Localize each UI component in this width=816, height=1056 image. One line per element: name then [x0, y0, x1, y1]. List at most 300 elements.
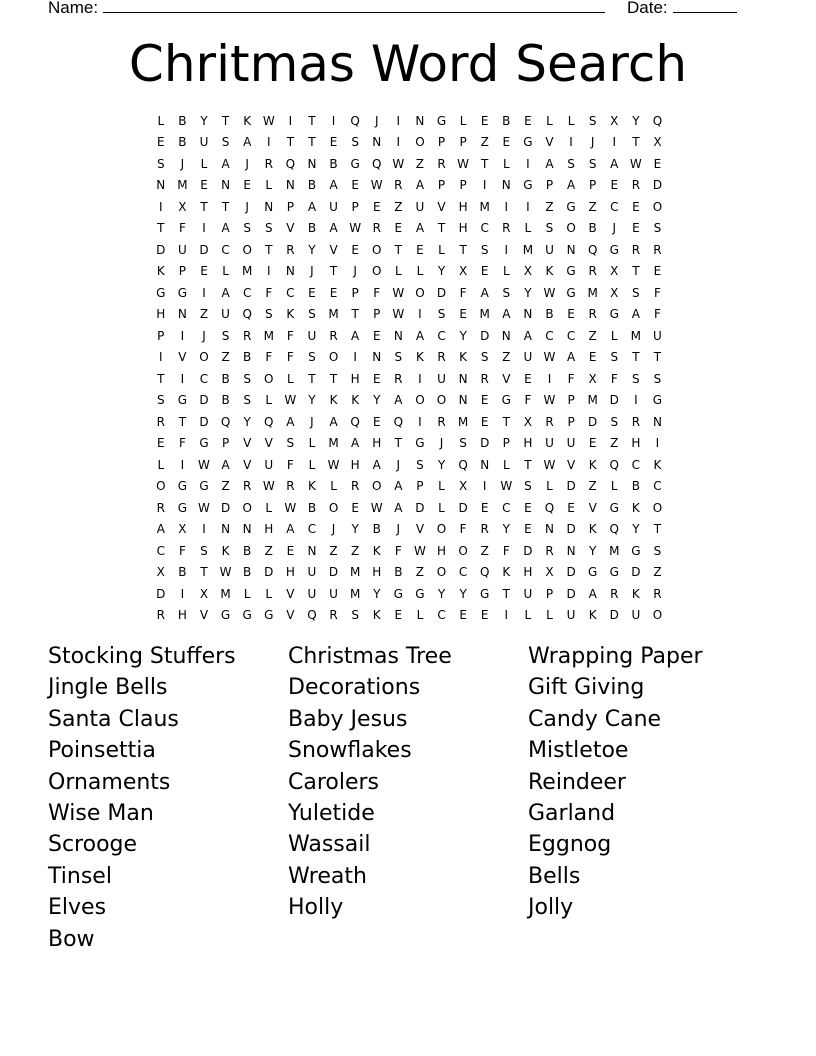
grid-letter: K — [588, 457, 597, 472]
grid-letter: Q — [587, 242, 598, 257]
grid-letter: D — [199, 393, 209, 408]
grid-letter: L — [546, 479, 553, 494]
grid-letter: R — [545, 543, 554, 558]
grid-letter: A — [351, 436, 360, 451]
grid-letter: T — [502, 586, 510, 601]
grid-letter: Y — [373, 586, 381, 601]
grid-letter: L — [265, 178, 273, 193]
grid-letter: W — [543, 285, 556, 300]
grid-letter: Y — [459, 586, 467, 601]
grid-letter: M — [241, 264, 253, 279]
grid-letter: T — [265, 242, 273, 257]
grid-letter: A — [415, 178, 425, 193]
grid-letter: R — [502, 221, 511, 236]
grid-letter: V — [329, 242, 338, 257]
grid-letter: V — [286, 586, 295, 601]
grid-letter: V — [286, 221, 295, 236]
grid-letter: J — [245, 199, 249, 214]
grid-letter: B — [178, 113, 187, 128]
grid-letter: N — [480, 457, 490, 472]
word-list-item: Tinsel — [48, 863, 112, 889]
grid-letter: Q — [609, 457, 619, 472]
grid-letter: U — [437, 371, 446, 386]
word-list-item: Holly — [288, 895, 344, 921]
grid-letter: I — [202, 221, 206, 236]
grid-letter: I — [482, 178, 487, 193]
grid-letter: N — [372, 350, 382, 365]
grid-letter: O — [328, 500, 339, 515]
grid-letter: V — [566, 457, 576, 472]
grid-row — [150, 583, 670, 605]
grid-letter: W — [413, 543, 426, 558]
grid-letter: I — [353, 350, 357, 365]
word-list-item: Wreath — [288, 863, 367, 889]
grid-letter: X — [653, 135, 662, 150]
grid-letter: T — [632, 350, 640, 365]
word-list-item: Garland — [528, 800, 616, 826]
grid-letter: W — [198, 500, 210, 515]
grid-letter: Q — [285, 156, 296, 171]
grid-letter: L — [265, 393, 273, 408]
grid-letter: G — [631, 543, 641, 558]
grid-letter: V — [286, 608, 295, 623]
grid-letter: E — [567, 307, 575, 322]
date-field[interactable] — [627, 0, 737, 19]
grid-letter: E — [372, 371, 381, 386]
grid-letter: W — [457, 156, 470, 171]
grid-letter: E — [372, 328, 381, 343]
grid-letter: E — [200, 178, 208, 193]
grid-letter: X — [588, 371, 597, 386]
grid-letter: U — [221, 307, 230, 322]
grid-letter: C — [307, 522, 317, 537]
grid-letter: O — [372, 242, 382, 257]
grid-letter: S — [308, 350, 316, 365]
word-list-item: Candy Cane — [528, 706, 662, 732]
grid-letter: R — [372, 221, 381, 236]
grid-letter: R — [631, 414, 641, 429]
grid-letter: E — [372, 199, 381, 214]
grid-letter: S — [524, 479, 532, 494]
name-blank-line[interactable] — [103, 0, 605, 13]
grid-letter: R — [653, 586, 662, 601]
grid-letter: W — [198, 457, 210, 472]
grid-row — [150, 368, 670, 390]
grid-letter: Z — [221, 350, 230, 365]
grid-letter: A — [523, 328, 532, 343]
grid-letter: R — [437, 156, 446, 171]
grid-letter: C — [286, 285, 295, 300]
grid-letter: Y — [437, 457, 446, 472]
grid-letter: H — [437, 543, 447, 558]
grid-letter: I — [180, 328, 185, 343]
grid-letter: O — [328, 350, 339, 365]
grid-letter: L — [330, 479, 337, 494]
grid-letter: S — [502, 285, 511, 300]
grid-letter: T — [286, 135, 295, 150]
grid-letter: S — [394, 350, 403, 365]
grid-letter: O — [652, 500, 663, 515]
grid-letter: X — [178, 522, 187, 537]
grid-row — [150, 347, 670, 369]
grid-letter: X — [610, 264, 619, 279]
grid-letter: F — [502, 543, 510, 558]
grid-letter: S — [221, 328, 230, 343]
grid-letter: A — [394, 500, 403, 515]
grid-row — [150, 454, 670, 476]
grid-letter: A — [307, 199, 317, 214]
grid-letter: L — [222, 264, 229, 279]
grid-letter: M — [328, 436, 339, 451]
grid-row — [150, 110, 670, 132]
grid-letter: E — [308, 285, 316, 300]
grid-letter: I — [396, 113, 401, 128]
grid-letter: M — [349, 565, 361, 580]
grid-letter: R — [588, 264, 597, 279]
grid-letter: S — [632, 285, 640, 300]
grid-letter: R — [156, 500, 165, 515]
grid-letter: S — [437, 307, 446, 322]
grid-letter: A — [329, 414, 338, 429]
grid-letter: O — [436, 565, 447, 580]
name-field[interactable] — [48, 0, 605, 19]
grid-letter: X — [610, 113, 619, 128]
grid-letter: U — [523, 586, 533, 601]
name-label: Name: — [48, 0, 99, 17]
grid-letter: W — [370, 500, 383, 515]
grid-letter: A — [545, 156, 554, 171]
grid-letter: P — [545, 586, 554, 601]
grid-letter: R — [394, 371, 403, 386]
grid-letter: W — [262, 113, 275, 128]
grid-letter: D — [652, 178, 663, 193]
word-list-item: Snowflakes — [288, 738, 412, 764]
grid-letter: S — [243, 221, 251, 236]
grid-letter: K — [631, 500, 640, 515]
grid-letter: B — [545, 307, 554, 322]
grid-letter: N — [458, 393, 468, 408]
grid-letter: I — [418, 414, 422, 429]
grid-letter: I — [526, 199, 530, 214]
grid-letter: R — [437, 350, 446, 365]
grid-letter: X — [156, 565, 165, 580]
grid-letter: B — [221, 393, 230, 408]
grid-letter: H — [177, 608, 187, 623]
grid-letter: I — [159, 350, 163, 365]
grid-letter: S — [588, 113, 597, 128]
grid-letter: O — [264, 371, 274, 386]
grid-letter: Y — [437, 586, 446, 601]
grid-letter: X — [458, 264, 468, 279]
grid-letter: A — [415, 328, 425, 343]
grid-letter: V — [178, 350, 187, 365]
grid-letter: E — [480, 414, 489, 429]
grid-letter: F — [178, 543, 186, 558]
grid-letter: R — [480, 522, 489, 537]
grid-letter: Z — [264, 543, 273, 558]
word-list-item: Carolers — [288, 769, 380, 795]
grid-letter: B — [307, 500, 317, 515]
grid-letter: S — [610, 350, 619, 365]
grid-letter: K — [545, 264, 554, 279]
grid-letter: C — [631, 457, 641, 472]
grid-letter: I — [504, 199, 509, 214]
grid-letter: S — [200, 543, 208, 558]
letter-grid — [150, 110, 670, 626]
grid-letter: V — [502, 371, 511, 386]
grid-letter: P — [589, 178, 597, 193]
grid-letter: N — [307, 156, 317, 171]
grid-letter: E — [157, 436, 165, 451]
grid-letter: T — [221, 113, 230, 128]
grid-letter: A — [351, 328, 360, 343]
grid-letter: D — [436, 285, 447, 300]
grid-row — [150, 519, 670, 541]
grid-letter: H — [523, 565, 533, 580]
grid-letter: L — [416, 264, 424, 279]
grid-letter: D — [156, 586, 166, 601]
grid-letter: S — [156, 156, 165, 171]
grid-letter: L — [438, 479, 445, 494]
grid-row — [150, 605, 670, 627]
grid-letter: Q — [393, 414, 404, 429]
grid-letter: W — [629, 156, 642, 171]
grid-letter: G — [566, 264, 576, 279]
grid-letter: P — [567, 393, 575, 408]
grid-letter: N — [285, 264, 295, 279]
grid-letter: R — [286, 242, 295, 257]
grid-letter: Y — [632, 522, 640, 537]
grid-letter: B — [178, 565, 187, 580]
grid-letter: N — [307, 543, 317, 558]
grid-letter: P — [351, 199, 359, 214]
grid-letter: S — [653, 543, 662, 558]
word-list-item: Gift Giving — [528, 675, 645, 701]
grid-letter: V — [588, 500, 597, 515]
grid-letter: Q — [307, 608, 317, 623]
grid-letter: J — [310, 414, 314, 429]
grid-letter: I — [288, 113, 293, 128]
grid-letter: L — [567, 113, 575, 128]
grid-row — [150, 218, 670, 240]
grid-letter: E — [653, 156, 662, 171]
grid-letter: P — [545, 178, 554, 193]
grid-letter: C — [653, 479, 662, 494]
grid-letter: P — [459, 178, 467, 193]
grid-letter: Z — [480, 543, 489, 558]
grid-letter: U — [545, 242, 554, 257]
grid-letter: R — [329, 328, 338, 343]
grid-letter: Z — [415, 565, 425, 580]
grid-letter: E — [480, 264, 489, 279]
grid-letter: D — [480, 436, 490, 451]
grid-letter: H — [523, 436, 533, 451]
grid-letter: L — [308, 457, 316, 472]
grid-letter: G — [652, 393, 663, 408]
grid-letter: D — [156, 242, 166, 257]
grid-letter: P — [437, 178, 446, 193]
grid-letter: G — [350, 156, 360, 171]
grid-letter: Q — [372, 156, 382, 171]
grid-letter: I — [418, 371, 422, 386]
grid-letter: S — [567, 156, 575, 171]
grid-letter: E — [567, 500, 575, 515]
grid-letter: P — [178, 264, 187, 279]
grid-letter: N — [264, 199, 274, 214]
grid-letter: I — [159, 199, 163, 214]
grid-letter: D — [566, 586, 576, 601]
grid-row — [150, 433, 670, 455]
grid-letter: Z — [588, 328, 597, 343]
grid-letter: I — [202, 285, 206, 300]
grid-letter: E — [459, 608, 467, 623]
grid-letter: V — [199, 608, 209, 623]
grid-letter: F — [654, 307, 661, 322]
grid-letter: G — [480, 586, 490, 601]
grid-letter: J — [396, 522, 401, 537]
grid-letter: S — [416, 457, 424, 472]
grid-letter: X — [458, 479, 468, 494]
grid-letter: D — [523, 543, 533, 558]
grid-letter: E — [480, 500, 489, 515]
grid-letter: B — [307, 221, 317, 236]
grid-row — [150, 540, 670, 562]
grid-letter: C — [221, 242, 230, 257]
grid-letter: P — [567, 414, 575, 429]
grid-letter: B — [502, 113, 511, 128]
grid-letter: E — [351, 242, 359, 257]
grid-letter: I — [634, 393, 638, 408]
grid-letter: V — [545, 135, 554, 150]
grid-letter: B — [243, 565, 252, 580]
grid-letter: H — [458, 221, 468, 236]
grid-letter: S — [308, 307, 316, 322]
grid-letter: G — [199, 436, 209, 451]
grid-letter: I — [418, 307, 422, 322]
grid-letter: M — [177, 178, 188, 193]
grid-letter: K — [415, 350, 424, 365]
grid-letter: B — [372, 522, 381, 537]
grid-letter: L — [546, 113, 553, 128]
grid-letter: D — [480, 328, 490, 343]
grid-letter: T — [481, 156, 489, 171]
grid-letter: K — [329, 393, 338, 408]
grid-letter: A — [329, 221, 338, 236]
grid-letter: N — [458, 371, 468, 386]
grid-letter: W — [219, 565, 232, 580]
word-list-item: Jolly — [528, 895, 574, 921]
grid-letter: H — [458, 199, 468, 214]
grid-letter: U — [631, 608, 641, 623]
grid-letter: L — [157, 457, 165, 472]
grid-letter: C — [437, 608, 446, 623]
grid-letter: L — [438, 500, 445, 515]
grid-letter: S — [351, 608, 359, 623]
grid-letter: L — [243, 586, 251, 601]
grid-letter: X — [545, 565, 554, 580]
grid-letter: A — [566, 178, 576, 193]
word-list-item: Bells — [528, 863, 581, 889]
grid-letter: N — [177, 307, 187, 322]
grid-letter: I — [180, 371, 185, 386]
grid-letter: G — [609, 565, 619, 580]
grid-letter: L — [502, 264, 510, 279]
grid-letter: M — [328, 307, 339, 322]
grid-letter: R — [610, 586, 619, 601]
grid-row — [150, 304, 670, 326]
grid-letter: P — [221, 436, 230, 451]
grid-letter: S — [243, 393, 251, 408]
grid-letter: F — [286, 350, 294, 365]
grid-letter: L — [265, 500, 273, 515]
grid-letter: E — [524, 371, 532, 386]
grid-letter: A — [221, 156, 230, 171]
grid-row — [150, 196, 670, 218]
grid-letter: Y — [373, 393, 381, 408]
grid-letter: A — [415, 221, 425, 236]
grid-letter: L — [459, 113, 467, 128]
grid-letter: G — [523, 135, 533, 150]
grid-letter: I — [547, 371, 552, 386]
grid-letter: T — [221, 199, 230, 214]
grid-row — [150, 153, 670, 175]
grid-letter: Z — [329, 543, 338, 558]
grid-letter: G — [566, 199, 576, 214]
grid-letter: Z — [545, 199, 554, 214]
grid-letter: H — [372, 436, 382, 451]
grid-row — [150, 282, 670, 304]
grid-letter: F — [178, 221, 186, 236]
grid-letter: V — [437, 199, 446, 214]
grid-letter: G — [501, 393, 511, 408]
grid-letter: W — [262, 479, 275, 494]
grid-letter: G — [156, 285, 166, 300]
grid-letter: I — [569, 135, 573, 150]
grid-letter: Z — [415, 156, 425, 171]
grid-letter: T — [437, 221, 446, 236]
date-blank-line[interactable] — [673, 0, 737, 13]
grid-letter: F — [178, 436, 186, 451]
grid-letter: Q — [264, 414, 274, 429]
grid-letter: G — [415, 586, 425, 601]
grid-letter: T — [308, 113, 316, 128]
grid-letter: G — [393, 586, 403, 601]
grid-letter: D — [566, 479, 576, 494]
grid-letter: T — [394, 436, 402, 451]
grid-letter: F — [286, 328, 294, 343]
grid-letter: E — [394, 221, 403, 236]
grid-letter: T — [524, 457, 532, 472]
grid-row — [150, 497, 670, 519]
grid-letter: E — [394, 608, 403, 623]
grid-letter: S — [243, 371, 251, 386]
grid-letter: G — [609, 242, 619, 257]
grid-letter: E — [502, 135, 511, 150]
grid-letter: S — [610, 414, 619, 429]
word-list-item: Baby Jesus — [288, 706, 408, 732]
grid-letter: W — [543, 393, 556, 408]
grid-letter: X — [523, 264, 532, 279]
grid-letter: E — [200, 264, 208, 279]
grid-letter: A — [588, 586, 597, 601]
grid-letter: F — [265, 350, 273, 365]
grid-letter: G — [588, 565, 598, 580]
grid-letter: B — [243, 543, 252, 558]
grid-letter: G — [242, 608, 252, 623]
grid-letter: Z — [351, 543, 360, 558]
grid-letter: N — [372, 135, 382, 150]
grid-letter: U — [329, 199, 338, 214]
